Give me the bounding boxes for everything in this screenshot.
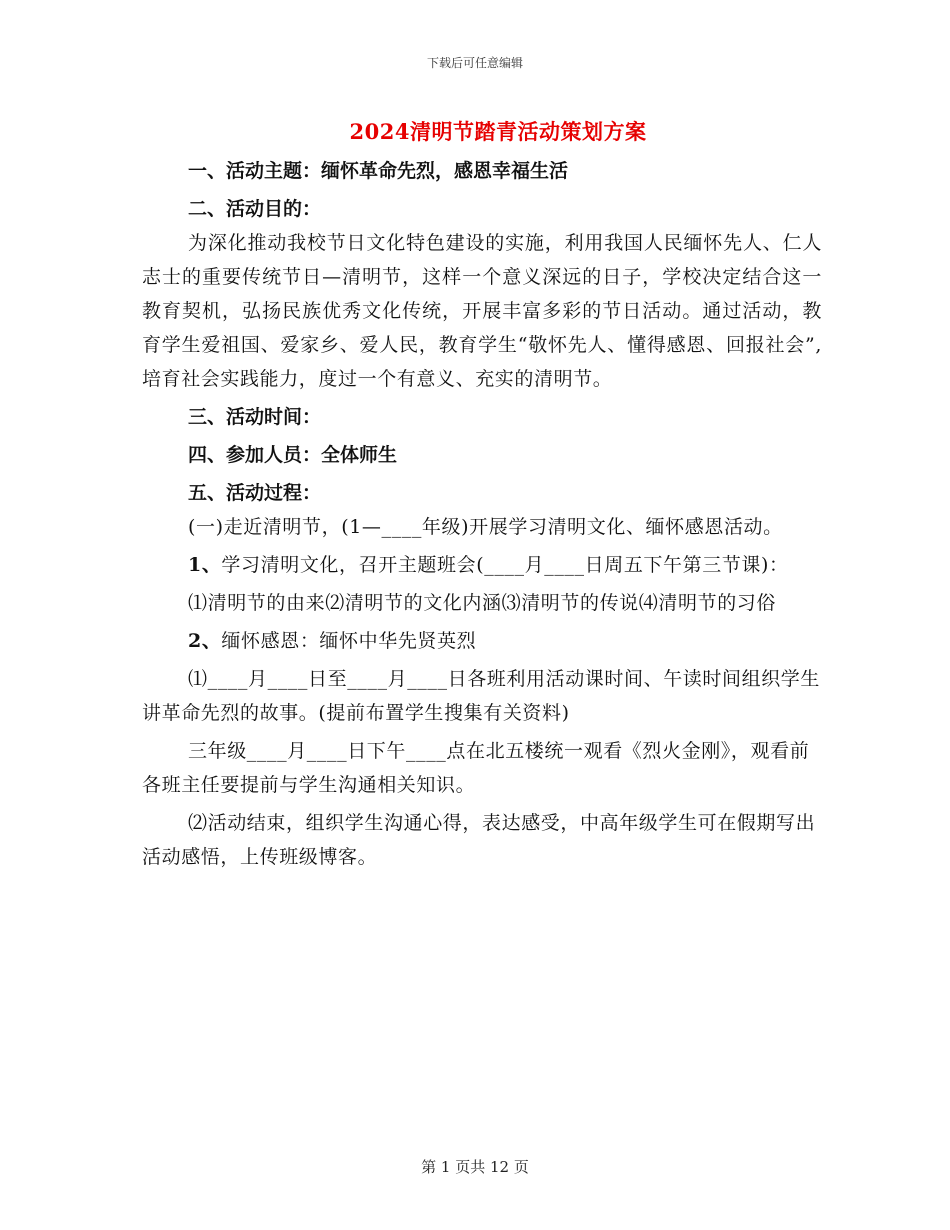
item-number: 1、 [188,554,222,576]
page-footer: 第 1 页共 12 页 [421,1158,529,1176]
header-note: 下载后可任意编辑 [426,56,523,70]
section-purpose: 二、活动目的： [188,198,322,220]
process-paragraph-1: (一)走近清明节，(1—____年级)开展学习清明文化、缅怀感恩活动。 [188,516,783,538]
process-paragraph-7: ⑵活动结束，组织学生沟通心得，表达感受，中高年级学生可在假期写出活动感悟，上传班级博客。 [142,812,816,868]
process-paragraph-6: 三年级____月____日下午____点在北五楼统一观看《烈火金刚》，观看前各班主任要提前与学生沟通相关知识。 [142,740,810,796]
process-paragraph-3: ⑴清明节的由来⑵清明节的文化内涵⑶清明节的传说⑷清明节的习俗 [188,592,777,614]
process-paragraph-2 [142,548,822,582]
section-process: 五、活动过程： [188,482,322,504]
purpose-paragraph: 为深化推动我校节日文化特色建设的实施，利用我国人民缅怀先人、仁人志士的重要传统节日—清明节，这样一个意义深远的日子，学校决定结合这一教育契机，弘扬民族优秀文化传统，开展丰富多彩的节日活动。通过活动，教育学生爱祖国、爱家乡、爱人民，教育学生“敬怀先人、懂得感恩、回报社会”,培育社会实践能力，度过一个有意义、充实的清明节。 [142,232,822,390]
process-paragraph-4 [142,624,822,658]
item-text: 缅怀感恩：缅怀中华先贤英烈 [221,630,477,652]
section-theme: 一、活动主题：缅怀革命先烈，感恩幸福生活 [188,160,569,182]
document-body [142,150,822,878]
section-participants: 四、参加人员：全体师生 [188,444,398,466]
item-text: 学习清明文化，召开主题班会(____月____日周五下午第三节课)： [221,554,789,576]
section-time: 三、活动时间： [188,406,322,428]
process-paragraph-5: ⑴____月____日至____月____日各班利用活动课时间、午读时间组织学生讲革命先烈的故事。(提前布置学生搜集有关资料) [142,668,821,724]
document-title: 2024清明节踏青活动策划方案 [349,119,647,144]
item-number: 2、 [188,630,222,652]
